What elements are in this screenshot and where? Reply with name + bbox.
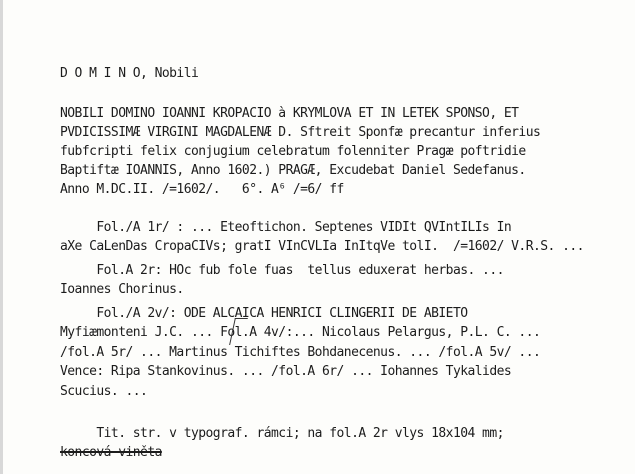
- content-line-8: Vence: Ripa Stankovinus. ... /fol.A 6r/ ... Iohannes Tykalides: [60, 364, 512, 379]
- content-line-6: Myfiæmonteni J.C. ... Fol.A 4v/:... Nicolaus Pelargus, P.L. C. ...: [60, 325, 541, 340]
- content-line-4: Ioannes Chorinus.: [60, 282, 184, 297]
- content-line-2: aXe CaLenDas CropaCIVs; gratI VInCVLIa InItqVe tolI. /=1602/ V.R.S. ...: [60, 239, 584, 254]
- note-line-2-struck: koncová viněta: [60, 445, 162, 460]
- title-line-1: NOBILI DOMINO IOANNI KROPACIO à KRYMLOVA ET IN LETEK SPONSO, ET: [60, 106, 519, 121]
- title-line-5: Anno M.DC.II. /=1602/. 6°. A⁶ /=6/ ff: [60, 182, 344, 197]
- content-line-7: /fol.A 5r/ ... Martinus Tichiftes Bohdanecenus. ... /fol.A 5v/ ...: [60, 345, 541, 360]
- title-line-2: PVDICISSIMÆ VIRGINI MAGDALENÆ D. Sftreit Sponfæ precantur inferius: [60, 125, 541, 140]
- content-line-1: Fol./A 1r/ : ... Eteoftichon. Septenes VIDIt QVIntILIs In: [60, 220, 512, 235]
- card-heading: D O M I N O, Nobili: [60, 66, 199, 81]
- note-line-1: Tit. str. v typograf. rámci; na fol.A 2r vlys 18x104 mm;: [60, 426, 504, 441]
- content-line-9: Scucius. ...: [60, 384, 148, 399]
- content-line-3: Fol.A 2r: HOc fub fole fuas tellus eduxerat herbas. ...: [60, 263, 504, 278]
- content-line-5: Fol./A 2v/: ODE ALCAICA HENRICI CLINGERII DE ABIETO: [60, 306, 468, 321]
- title-line-3: fubfcripti felix conjugium celebratum folenniter Pragæ poftridie: [60, 144, 526, 159]
- title-line-4: Baptiftæ IOANNIS, Anno 1602.) PRAGÆ, Excudebat Daniel Sedefanus.: [60, 163, 526, 178]
